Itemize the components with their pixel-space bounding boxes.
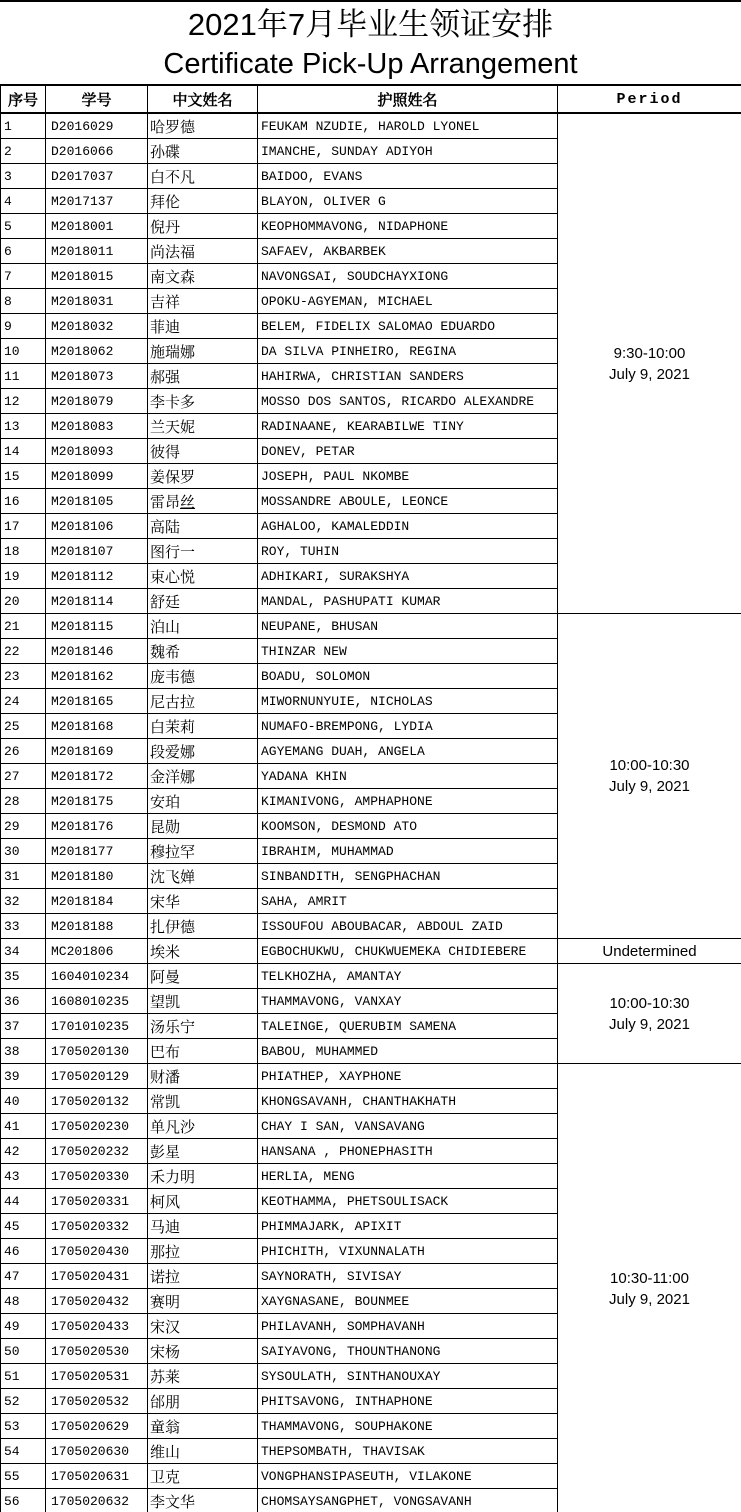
- chinese-name-cell: 安珀: [148, 789, 258, 814]
- row-number-cell: 6: [1, 239, 46, 264]
- chinese-name-cell: 彼得: [148, 439, 258, 464]
- passport-name-cell: SAFAEV, AKBARBEK: [258, 239, 558, 264]
- student-id-cell: 1705020331: [46, 1189, 148, 1214]
- student-id-cell: M2018180: [46, 864, 148, 889]
- chinese-name-cell: 郝强: [148, 364, 258, 389]
- student-id-cell: M2018172: [46, 764, 148, 789]
- student-id-cell: 1705020532: [46, 1389, 148, 1414]
- chinese-name-cell: 雷昂丝: [148, 489, 258, 514]
- period-text-line: July 9, 2021: [609, 365, 690, 383]
- row-number-cell: 34: [1, 939, 46, 964]
- passport-name-cell: VONGPHANSIPASEUTH, VILAKONE: [258, 1464, 558, 1489]
- passport-name-cell: THAMMAVONG, SOUPHAKONE: [258, 1414, 558, 1439]
- chinese-name-cell: 宋杨: [148, 1339, 258, 1364]
- row-number-cell: 55: [1, 1464, 46, 1489]
- passport-name-cell: ADHIKARI, SURAKSHYA: [258, 564, 558, 589]
- period-text-line: 9:30-10:00: [613, 344, 686, 362]
- passport-name-cell: NUMAFO-BREMPONG, LYDIA: [258, 714, 558, 739]
- chinese-name-cell: 扎伊德: [148, 914, 258, 939]
- row-number-cell: 10: [1, 339, 46, 364]
- passport-name-cell: FEUKAM NZUDIE, HAROLD LYONEL: [258, 113, 558, 139]
- top-border-line: [0, 0, 741, 2]
- passport-name-cell: AGHALOO, KAMALEDDIN: [258, 514, 558, 539]
- passport-name-cell: RADINAANE, KEARABILWE TINY: [258, 414, 558, 439]
- passport-name-cell: OPOKU-AGYEMAN, MICHAEL: [258, 289, 558, 314]
- student-id-cell: M2018184: [46, 889, 148, 914]
- passport-name-cell: HANSANA , PHONEPHASITH: [258, 1139, 558, 1164]
- row-number-cell: 51: [1, 1364, 46, 1389]
- passport-name-cell: YADANA KHIN: [258, 764, 558, 789]
- chinese-name-cell: 邰朋: [148, 1389, 258, 1414]
- chinese-name-cell: 诺拉: [148, 1264, 258, 1289]
- chinese-name-cell: 尚法福: [148, 239, 258, 264]
- student-id-cell: M2018106: [46, 514, 148, 539]
- row-number-cell: 30: [1, 839, 46, 864]
- row-number-cell: 15: [1, 464, 46, 489]
- chinese-name-cell: 财潘: [148, 1064, 258, 1089]
- chinese-name-cell: 施瑞娜: [148, 339, 258, 364]
- chinese-name-cell: 兰天妮: [148, 414, 258, 439]
- period-text-line: 10:30-11:00: [610, 1269, 689, 1287]
- chinese-name-cell: 高陆: [148, 514, 258, 539]
- passport-name-cell: MIWORNUNYUIE, NICHOLAS: [258, 689, 558, 714]
- student-id-cell: 1705020332: [46, 1214, 148, 1239]
- passport-name-cell: NEUPANE, BHUSAN: [258, 614, 558, 639]
- student-id-cell: D2017037: [46, 164, 148, 189]
- chinese-name-cell: 庞韦德: [148, 664, 258, 689]
- passport-name-cell: ISSOUFOU ABOUBACAR, ABDOUL ZAID: [258, 914, 558, 939]
- student-id-cell: M2018112: [46, 564, 148, 589]
- period-cell: [558, 614, 741, 939]
- student-id-cell: M2018031: [46, 289, 148, 314]
- row-number-cell: 52: [1, 1389, 46, 1414]
- student-id-cell: M2018165: [46, 689, 148, 714]
- row-number-cell: 12: [1, 389, 46, 414]
- passport-name-cell: IMANCHE, SUNDAY ADIYOH: [258, 139, 558, 164]
- student-id-cell: M2018001: [46, 214, 148, 239]
- passport-name-cell: MANDAL, PASHUPATI KUMAR: [258, 589, 558, 614]
- period-text-line: July 9, 2021: [609, 778, 690, 795]
- row-number-cell: 8: [1, 289, 46, 314]
- chinese-name-cell: 图行一: [148, 539, 258, 564]
- passport-name-cell: TALEINGE, QUERUBIM SAMENA: [258, 1014, 558, 1039]
- student-id-cell: 1705020432: [46, 1289, 148, 1314]
- period-text-line: 10:00-10:30: [609, 757, 690, 774]
- page-title-english: Certificate Pick-Up Arrangement: [163, 48, 578, 80]
- student-id-cell: M2018115: [46, 614, 148, 639]
- chinese-name-cell: 李文华: [148, 1489, 258, 1512]
- chinese-name-cell: 沈飞婵: [148, 864, 258, 889]
- student-id-cell: 1705020630: [46, 1439, 148, 1464]
- student-id-cell: 1705020632: [46, 1489, 148, 1512]
- row-number-cell: 9: [1, 314, 46, 339]
- row-number-cell: 31: [1, 864, 46, 889]
- chinese-name-cell: 束心悦: [148, 564, 258, 589]
- header-no: 序号: [1, 85, 46, 113]
- student-id-cell: M2018175: [46, 789, 148, 814]
- passport-name-cell: SAHA, AMRIT: [258, 889, 558, 914]
- period-text-line: July 9, 2021: [609, 1290, 690, 1308]
- row-number-cell: 39: [1, 1064, 46, 1089]
- chinese-name-cell: 禾力明: [148, 1164, 258, 1189]
- row-number-cell: 24: [1, 689, 46, 714]
- student-id-cell: M2018073: [46, 364, 148, 389]
- row-number-cell: 2: [1, 139, 46, 164]
- passport-name-cell: EGBOCHUKWU, CHUKWUEMEKA CHIDIEBERE: [258, 939, 558, 964]
- passport-name-cell: BLAYON, OLIVER G: [258, 189, 558, 214]
- chinese-name-cell: 拜伦: [148, 189, 258, 214]
- row-number-cell: 22: [1, 639, 46, 664]
- chinese-name-cell: 阿曼: [148, 964, 258, 989]
- header-student-id: 学号: [46, 85, 148, 113]
- chinese-name-cell: 埃米: [148, 939, 258, 964]
- student-id-cell: M2018011: [46, 239, 148, 264]
- student-id-cell: M2018032: [46, 314, 148, 339]
- chinese-name-cell: 穆拉罕: [148, 839, 258, 864]
- row-number-cell: 29: [1, 814, 46, 839]
- student-id-cell: M2018162: [46, 664, 148, 689]
- row-number-cell: 14: [1, 439, 46, 464]
- row-number-cell: 50: [1, 1339, 46, 1364]
- row-number-cell: 20: [1, 589, 46, 614]
- chinese-name-cell: 宋汉: [148, 1314, 258, 1339]
- period-cell: [558, 113, 741, 614]
- passport-name-cell: DA SILVA PINHEIRO, REGINA: [258, 339, 558, 364]
- passport-name-cell: XAYGNASANE, BOUNMEE: [258, 1289, 558, 1314]
- student-id-cell: 1705020431: [46, 1264, 148, 1289]
- student-id-cell: M2018079: [46, 389, 148, 414]
- row-number-cell: 28: [1, 789, 46, 814]
- passport-name-cell: KEOPHOMMAVONG, NIDAPHONE: [258, 214, 558, 239]
- passport-name-cell: MOSSANDRE ABOULE, LEONCE: [258, 489, 558, 514]
- chinese-name-cell: 维山: [148, 1439, 258, 1464]
- row-number-cell: 56: [1, 1489, 46, 1512]
- chinese-name-cell: 孙碟: [148, 139, 258, 164]
- chinese-name-cell: 倪丹: [148, 214, 258, 239]
- passport-name-cell: BABOU, MUHAMMED: [258, 1039, 558, 1064]
- passport-name-cell: SYSOULATH, SINTHANOUXAY: [258, 1364, 558, 1389]
- student-id-cell: 1705020330: [46, 1164, 148, 1189]
- chinese-name-cell: 卫克: [148, 1464, 258, 1489]
- table-body: [1, 113, 741, 1512]
- student-id-cell: M2018169: [46, 739, 148, 764]
- row-number-cell: 49: [1, 1314, 46, 1339]
- chinese-name-cell: 李卡多: [148, 389, 258, 414]
- row-number-cell: 46: [1, 1239, 46, 1264]
- student-id-cell: M2018099: [46, 464, 148, 489]
- row-number-cell: 45: [1, 1214, 46, 1239]
- student-id-cell: 1705020230: [46, 1114, 148, 1139]
- chinese-name-cell: 哈罗德: [148, 113, 258, 139]
- chinese-name-cell: 段爱娜: [148, 739, 258, 764]
- passport-name-cell: ROY, TUHIN: [258, 539, 558, 564]
- student-id-cell: 1705020531: [46, 1364, 148, 1389]
- underlined-name-part: 丝: [180, 493, 196, 511]
- chinese-name-cell: 单凡沙: [148, 1114, 258, 1139]
- student-id-cell: 1705020631: [46, 1464, 148, 1489]
- student-id-cell: M2018114: [46, 589, 148, 614]
- passport-name-cell: SINBANDITH, SENGPHACHAN: [258, 864, 558, 889]
- chinese-name-cell: 菲迪: [148, 314, 258, 339]
- passport-name-cell: BOADU, SOLOMON: [258, 664, 558, 689]
- row-number-cell: 48: [1, 1289, 46, 1314]
- row-number-cell: 43: [1, 1164, 46, 1189]
- student-id-cell: 1608010235: [46, 989, 148, 1014]
- row-number-cell: 36: [1, 989, 46, 1014]
- chinese-name-cell: 那拉: [148, 1239, 258, 1264]
- student-id-cell: 1705020232: [46, 1139, 148, 1164]
- row-number-cell: 19: [1, 564, 46, 589]
- passport-name-cell: THAMMAVONG, VANXAY: [258, 989, 558, 1014]
- table-row: [1, 113, 741, 139]
- row-number-cell: 41: [1, 1114, 46, 1139]
- chinese-name-cell: 童翁: [148, 1414, 258, 1439]
- passport-name-cell: IBRAHIM, MUHAMMAD: [258, 839, 558, 864]
- student-id-cell: M2018188: [46, 914, 148, 939]
- row-number-cell: 37: [1, 1014, 46, 1039]
- chinese-name-cell: 彭星: [148, 1139, 258, 1164]
- row-number-cell: 7: [1, 264, 46, 289]
- row-number-cell: 23: [1, 664, 46, 689]
- row-number-cell: 47: [1, 1264, 46, 1289]
- student-id-cell: 1705020629: [46, 1414, 148, 1439]
- period-cell: [558, 1064, 741, 1512]
- row-number-cell: 17: [1, 514, 46, 539]
- chinese-name-cell: 赛明: [148, 1289, 258, 1314]
- passport-name-cell: PHITSAVONG, INTHAPHONE: [258, 1389, 558, 1414]
- passport-name-cell: PHILAVANH, SOMPHAVANH: [258, 1314, 558, 1339]
- row-number-cell: 35: [1, 964, 46, 989]
- chinese-name-cell: 马迪: [148, 1214, 258, 1239]
- chinese-name-cell: 吉祥: [148, 289, 258, 314]
- passport-name-cell: KOOMSON, DESMOND ATO: [258, 814, 558, 839]
- chinese-name-cell: 望凯: [148, 989, 258, 1014]
- student-id-cell: M2017137: [46, 189, 148, 214]
- chinese-name-cell: 南文森: [148, 264, 258, 289]
- passport-name-cell: BAIDOO, EVANS: [258, 164, 558, 189]
- student-id-cell: 1604010234: [46, 964, 148, 989]
- passport-name-cell: SAIYAVONG, THOUNTHANONG: [258, 1339, 558, 1364]
- row-number-cell: 25: [1, 714, 46, 739]
- passport-name-cell: NAVONGSAI, SOUDCHAYXIONG: [258, 264, 558, 289]
- chinese-name-cell: 巴布: [148, 1039, 258, 1064]
- passport-name-cell: CHOMSAYSANGPHET, VONGSAVANH: [258, 1489, 558, 1512]
- row-number-cell: 40: [1, 1089, 46, 1114]
- period-text-line: 10:00-10:30: [609, 994, 690, 1012]
- row-number-cell: 13: [1, 414, 46, 439]
- pickup-table: [0, 84, 741, 1512]
- passport-name-cell: PHICHITH, VIXUNNALATH: [258, 1239, 558, 1264]
- passport-name-cell: HERLIA, MENG: [258, 1164, 558, 1189]
- passport-name-cell: SAYNORATH, SIVISAY: [258, 1264, 558, 1289]
- row-number-cell: 42: [1, 1139, 46, 1164]
- student-id-cell: D2016066: [46, 139, 148, 164]
- student-id-cell: 1705020132: [46, 1089, 148, 1114]
- passport-name-cell: PHIMMAJARK, APIXIT: [258, 1214, 558, 1239]
- row-number-cell: 16: [1, 489, 46, 514]
- header-cn-name: 中文姓名: [148, 85, 258, 113]
- chinese-name-cell: 白不凡: [148, 164, 258, 189]
- row-number-cell: 32: [1, 889, 46, 914]
- passport-name-cell: AGYEMANG DUAH, ANGELA: [258, 739, 558, 764]
- table-row: [1, 939, 741, 964]
- period-cell: [558, 964, 741, 1064]
- passport-name-cell: TELKHOZHA, AMANTAY: [258, 964, 558, 989]
- passport-name-cell: CHAY I SAN, VANSAVANG: [258, 1114, 558, 1139]
- student-id-cell: MC201806: [46, 939, 148, 964]
- passport-name-cell: THEPSOMBATH, THAVISAK: [258, 1439, 558, 1464]
- chinese-name-cell: 尼古拉: [148, 689, 258, 714]
- chinese-name-cell: 舒廷: [148, 589, 258, 614]
- row-number-cell: 54: [1, 1439, 46, 1464]
- row-number-cell: 4: [1, 189, 46, 214]
- passport-name-cell: THINZAR NEW: [258, 639, 558, 664]
- student-id-cell: M2018015: [46, 264, 148, 289]
- row-number-cell: 11: [1, 364, 46, 389]
- student-id-cell: M2018176: [46, 814, 148, 839]
- row-number-cell: 5: [1, 214, 46, 239]
- student-id-cell: M2018105: [46, 489, 148, 514]
- student-id-cell: M2018062: [46, 339, 148, 364]
- row-number-cell: 44: [1, 1189, 46, 1214]
- chinese-name-cell: 白茉莉: [148, 714, 258, 739]
- student-id-cell: M2018107: [46, 539, 148, 564]
- student-id-cell: 1705020530: [46, 1339, 148, 1364]
- header-period: Period: [558, 85, 741, 113]
- table-row: [1, 964, 741, 989]
- student-id-cell: M2018168: [46, 714, 148, 739]
- student-id-cell: 1705020130: [46, 1039, 148, 1064]
- table-header-row: [1, 85, 741, 113]
- student-id-cell: 1705020430: [46, 1239, 148, 1264]
- student-id-cell: 1701010235: [46, 1014, 148, 1039]
- passport-name-cell: PHIATHEP, XAYPHONE: [258, 1064, 558, 1089]
- chinese-name-cell: 泊山: [148, 614, 258, 639]
- passport-name-cell: BELEM, FIDELIX SALOMAO EDUARDO: [258, 314, 558, 339]
- row-number-cell: 27: [1, 764, 46, 789]
- passport-name-cell: KIMANIVONG, AMPHAPHONE: [258, 789, 558, 814]
- page-title-chinese: 2021年7月毕业生领证安排: [187, 7, 554, 42]
- row-number-cell: 53: [1, 1414, 46, 1439]
- chinese-name-cell: 宋华: [148, 889, 258, 914]
- passport-name-cell: HAHIRWA, CHRISTIAN SANDERS: [258, 364, 558, 389]
- passport-name-cell: KHONGSAVANH, CHANTHAKHATH: [258, 1089, 558, 1114]
- table-row: [1, 614, 741, 639]
- student-id-cell: 1705020433: [46, 1314, 148, 1339]
- header-passport-name: 护照姓名: [258, 85, 558, 113]
- student-id-cell: M2018177: [46, 839, 148, 864]
- row-number-cell: 3: [1, 164, 46, 189]
- passport-name-cell: DONEV, PETAR: [258, 439, 558, 464]
- chinese-name-cell: 汤乐宁: [148, 1014, 258, 1039]
- chinese-name-cell: 柯风: [148, 1189, 258, 1214]
- chinese-name-cell: 金洋娜: [148, 764, 258, 789]
- row-number-cell: 38: [1, 1039, 46, 1064]
- student-id-cell: 1705020129: [46, 1064, 148, 1089]
- student-id-cell: M2018093: [46, 439, 148, 464]
- period-cell: [558, 939, 741, 964]
- passport-name-cell: MOSSO DOS SANTOS, RICARDO ALEXANDRE: [258, 389, 558, 414]
- passport-name-cell: JOSEPH, PAUL NKOMBE: [258, 464, 558, 489]
- student-id-cell: D2016029: [46, 113, 148, 139]
- student-id-cell: M2018146: [46, 639, 148, 664]
- row-number-cell: 21: [1, 614, 46, 639]
- row-number-cell: 26: [1, 739, 46, 764]
- row-number-cell: 18: [1, 539, 46, 564]
- chinese-name-cell: 魏希: [148, 639, 258, 664]
- passport-name-cell: KEOTHAMMA, PHETSOULISACK: [258, 1189, 558, 1214]
- period-text-line: Undetermined: [602, 942, 697, 960]
- chinese-name-cell: 苏莱: [148, 1364, 258, 1389]
- row-number-cell: 1: [1, 113, 46, 139]
- table-row: [1, 1064, 741, 1089]
- period-text-line: July 9, 2021: [609, 1015, 690, 1033]
- row-number-cell: 33: [1, 914, 46, 939]
- chinese-name-cell: 姜保罗: [148, 464, 258, 489]
- student-id-cell: M2018083: [46, 414, 148, 439]
- chinese-name-cell: 常凯: [148, 1089, 258, 1114]
- chinese-name-cell: 昆勋: [148, 814, 258, 839]
